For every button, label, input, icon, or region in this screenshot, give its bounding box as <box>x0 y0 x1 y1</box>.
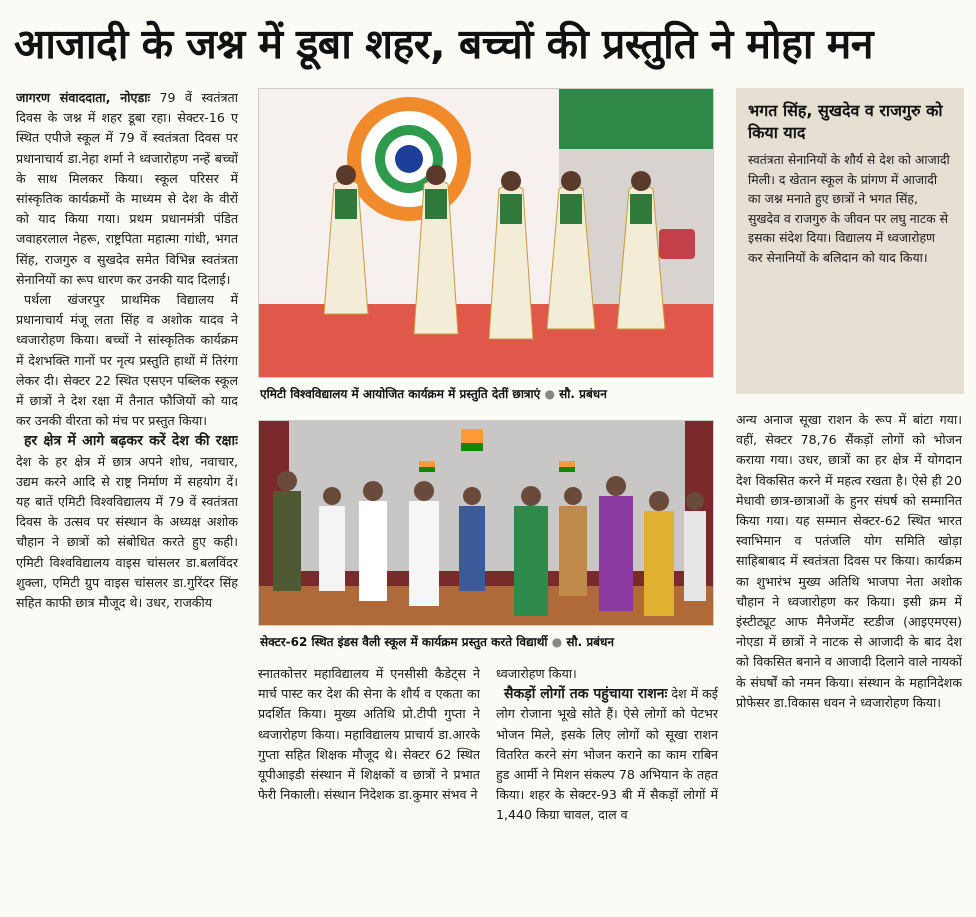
col2-para-1: स्नातकोत्तर महाविद्यालय में एनसीसी कैडेट्स ने मार्च पास्ट कर देश की सेना के शौर्य व एकता का प्रदर्शित किया। मुख्य अतिथि प्रो.टीपी गुप्ता ने ध्वजारोहण किया। महाविद्यालय प्राचार्य डा.आरके गुप्ता सहित शिक्षक मौजूद थे। सेक्टर 62 स्थित यूपीआइडी संस्थान में शिक्षकों व छात्रों ने प्रभात फेरी निकाली। संस्थान निदेशक डा.कुमार संभव ने <box>258 666 480 803</box>
photo-amity-dance <box>258 88 714 378</box>
photo-indus-valley-stage <box>258 420 714 626</box>
credit-dot-icon-2: ● <box>551 635 563 649</box>
caption-photo-2 <box>260 633 716 651</box>
stage-scene-illustration <box>259 421 714 626</box>
col4-para-1: अन्य अनाज सूखा राशन के रूप में बांटा गया। वहीं, सेक्टर 78,76 सैंकड़ों लोगों को भोजन कराया गया। उधर, छात्रों का हर क्षेत्र में योगदान देश विकसित करने में महत्व रखता है। ऐसे ही 20 मेधावी छात्र-छात्राओं के हुनर संघर्ष को सम्मानित किया गया। यह सम्मान सेक्टर-62 स्थित भारत स्वाभिमान व पतंजलि योग समिति खोड़ा साहिबाबाद में स्वतंत्रता दिवस पर किया। कार्यक्रम का शुभारंभ मुख्य अतिथि भाजपा नेता अशोक चौहान ने ध्वजारोहण कर किया। इसी क्रम में इंस्टीट्यूट आफ मैनेजमेंट स्टडीज (आइएमएस) नोएडा में छात्रों ने नाटक से आजादी के बाद देश को विकसित बनाने व आजादी दिलाने वाले नायकों के संघर्षों को नमन किया। संस्थान के महानिदेशक प्रोफेसर डा.विकास धवन ने ध्वजारोहण किया। <box>736 412 962 710</box>
credit-dot-icon: ● <box>544 387 555 401</box>
column-4 <box>736 410 962 900</box>
caption-1-text: एमिटी विश्वविद्यालय में आयोजित कार्यक्रम में प्रस्तुति देतीं छात्राएं <box>260 387 541 401</box>
caption-2-text: सेक्टर-62 स्थित इंडस वैली स्कूल में कार्यक्रम प्रस्तुत करते विद्यार्थी <box>260 635 548 649</box>
column-2 <box>258 664 480 900</box>
col1-para-1: जागरण संवाददाता, नोएडाः 79 वें स्वतंत्रता दिवस के जश्न में शहर डूबा रहा। सेक्टर-16 ए स्थित एपीजे स्कूल में 79 वें स्वतंत्रता दिवस पर प्रधानाचार्य डा.नेहा शर्मा ने ध्वजारोहण नन्हें बच्चों के साथ मिलकर किया। स्कूल परिसर में सांस्कृतिक कार्यक्रमों के माध्यम से देश के वीरों को याद किया गया। प्रथम प्रधानमंत्री पंडित जवाहरलाल नेहरू, राष्ट्रपिता महात्मा गांधी, भगत सिंह, राजगुरु व सुखदेव समेत विभिन्न स्वतंत्रता सेनानियों का रूप धारण कर उनकी याद दिलाई। <box>16 90 238 287</box>
subhead-raksha: हर क्षेत्र में आगे बढ़कर करें देश की रक्षाः <box>24 433 238 450</box>
col1-para-2: पर्थला खंजरपुर प्राथमिक विद्यालय में प्रधानाचार्य मंजू लता सिंह व अशोक यादव ने ध्वजारोहण किया। बच्चों ने सांस्कृतिक कार्यक्रम में देशभक्ति गानों पर नृत्य प्रस्तुति हाथों में तिरंगा लेकर दी। सेक्टर 22 स्थित एसएन पब्लिक स्कूल में छात्रों ने देश रक्षा में तैनात फौजियों को याद कर उनकी वीरता को मंच पर प्रस्तुत किया। <box>16 292 238 429</box>
box-title: भगत सिंह, सुखदेव व राजगुरु को किया याद <box>748 101 943 142</box>
col3-para-1: सैकड़ों लोगों तक पहुंचाया राशनः देश में कई लोग रोजाना भूखे सोते हैं। ऐसे लोगों को पेटभर भोजन मिले, इसके लिए लोगों को सूखा राशन वितरित करने संग भोजन कराने का काम राबिन हुड आर्मी ने मिशन संकल्प 78 अभियान के तहत किया। शहर के सेक्टर-93 बी में सैकड़ों लोगों में 1,440 किग्रा चावल, दाल व <box>496 686 718 823</box>
caption-1-credit: सौ. प्रबंधन <box>559 387 607 401</box>
box-text: स्वतंत्रता सेनानियों के शौर्य से देश को आजादी मिली। द खेतान स्कूल के प्रांगण में आजादी का जश्न मनाते हुए छात्रों ने भगत सिंह, सुखदेव व राजगुरु के जीवन पर लघु नाटक से इसका संदेश दिया। विद्यालय में ध्वजारोहण कर सेनानियों के बलिदान को याद किया। <box>748 152 950 265</box>
headline: आजादी के जश्न में डूबा शहर, बच्चों की प्रस्तुति ने मोहा मन <box>14 20 874 68</box>
column-1 <box>16 88 238 900</box>
subhead-ration: सैकड़ों लोगों तक पहुंचाया राशनः <box>504 686 668 703</box>
caption-photo-1 <box>260 385 716 403</box>
sidebar-box-bhagat-singh <box>736 88 964 394</box>
dance-scene-illustration <box>259 89 714 378</box>
caption-2-credit: सौ. प्रबंधन <box>566 635 615 649</box>
dateline: जागरण संवाददाता, नोएडाः <box>16 90 151 105</box>
col3-para-0: ध्वजारोहण किया। <box>496 666 577 681</box>
col1-para-3: हर क्षेत्र में आगे बढ़कर करें देश की रक्षाः देश के हर क्षेत्र में छात्र अपने शोध, नवाचार, उद्यम करने आदि से राष्ट्र निर्माण में सहयोग दें। यह बातें एमिटी विश्वविद्यालय में 79 वें स्वतंत्रता दिवस के उत्सव पर संस्थान के अध्यक्ष अशोक चौहान ने छात्रों को संबोधित करते हुए कही। एमिटी विश्वविद्यालय वाइस चांसलर डा.बलविंदर शुक्ला, एमिटी ग्रुप वाइस चांसलर डा.गुरिंदर सिंह सहित काफी छात्र मौजूद थे। उधर, राजकीय <box>16 433 238 611</box>
column-3 <box>496 664 718 900</box>
